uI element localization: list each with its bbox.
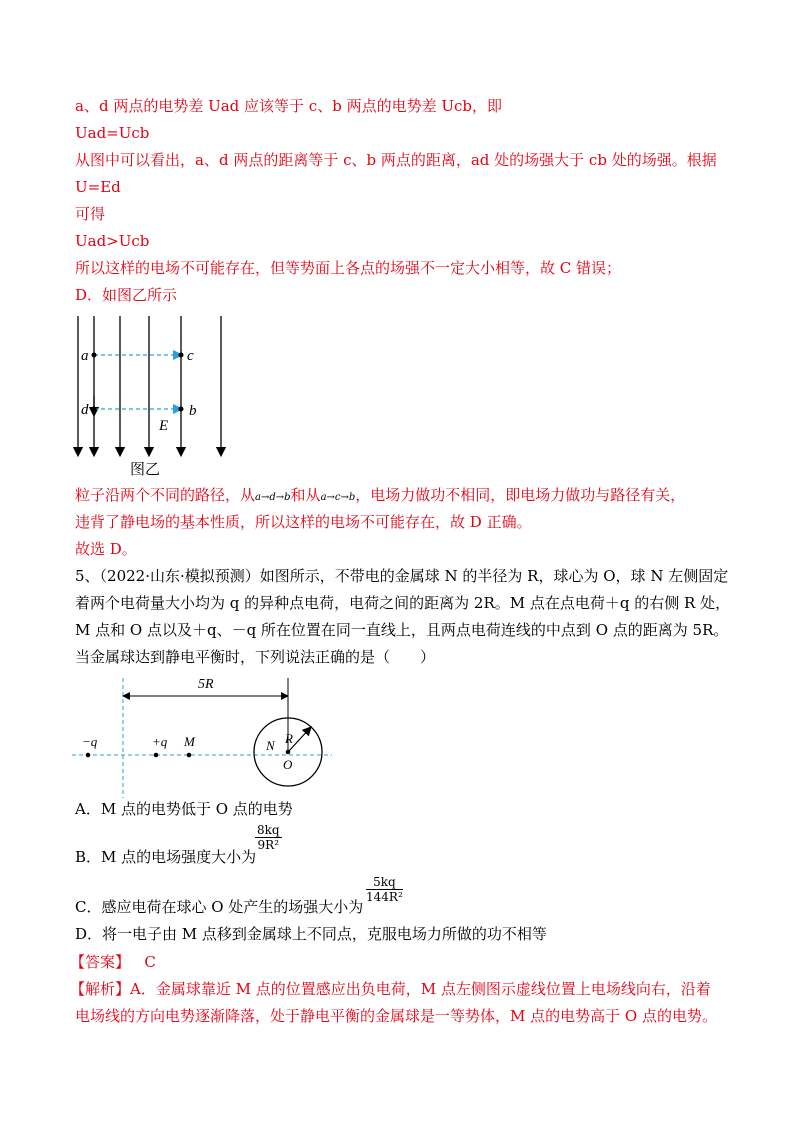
label-b: b <box>189 403 197 419</box>
text-line: 违背了静电场的基本性质，所以这样的电场不可能存在，故 D 正确。 <box>75 513 532 531</box>
text-line: 从图中可以看出，a、d 两点的距离等于 c、b 两点的距离，ad 处的场强大于 cb 处的场强。根据 <box>75 151 717 169</box>
label-a: a <box>81 348 89 364</box>
question-line: M 点和 O 点以及＋q、－q 所在位置在同一直线上，且两点电荷连线的中点到 O 点的距离为 5R。 <box>75 621 729 639</box>
text-line: a、d 两点的电势差 Uad 应该等于 c、b 两点的电势差 Ucb，即 <box>75 97 502 115</box>
analysis-tag: 【解析】 <box>70 980 131 998</box>
label-R: R <box>285 731 293 746</box>
text-line: U=Ed <box>75 178 121 196</box>
answer-line <box>70 952 156 972</box>
text-line: 粒子沿两个不同的路径，从a→d→b和从a→c→b，电场力做功不相同，即电场力做功与路径有关， <box>75 486 686 504</box>
option-b: B．M 点的电场强度大小为 <box>75 848 257 866</box>
label-d: d <box>81 402 89 418</box>
path-acb: a→c→b <box>320 492 356 503</box>
label-E: E <box>159 418 169 434</box>
answer-value: C <box>144 953 156 971</box>
question-line: 着两个电荷量大小均为 q 的异种点电荷，电荷之间的距离为 2R。M 点在点电荷＋q 的右侧 R 处， <box>75 594 731 612</box>
sphere-charge-figure <box>70 672 340 800</box>
question-line: 当金属球达到静电平衡时，下列说法正确的是（ ） <box>75 648 436 666</box>
analysis-line: 电场线的方向电势逐渐降落，处于静电平衡的金属球是一等势体，M 点的电势高于 O 点的电势。 <box>75 1007 717 1025</box>
label-N: N <box>266 738 275 753</box>
label-pos-q: +q <box>152 734 168 749</box>
analysis-line: 【解析】A．金属球靠近 M 点的位置感应出负电荷，M 点左侧图示虚线位置上电场线向右，沿着 <box>70 980 711 998</box>
fraction-b: $\frac{8kq}{\text{9R²}}$ <box>257 823 280 852</box>
text-line: 可得 <box>75 205 106 223</box>
text-line: 故选 D。 <box>75 540 137 558</box>
path-adb: a→d→b <box>255 492 291 503</box>
figure-caption: 图乙 <box>130 460 161 478</box>
option-c: C．感应电荷在球心 O 处产生的场强大小为 <box>75 898 364 916</box>
text-line: Uad>Ucb <box>75 232 150 250</box>
answer-tag: 【答案】 <box>70 953 131 971</box>
field-lines <box>78 316 221 452</box>
text-line: D．如图乙所示 <box>75 286 178 304</box>
label-O: O <box>283 757 293 772</box>
option-a: A．M 点的电势低于 O 点的电势 <box>75 800 293 818</box>
question-line: 5、（2022·山东·模拟预测）如图所示，不带电的金属球 N 的半径为 R，球心为 O，球 N 左侧固定 <box>75 567 729 585</box>
text-line: Uad=Ucb <box>75 124 150 142</box>
text-line: 所以这样的电场不可能存在，但等势面上各点的场强不一定大小相等，故 C 错误； <box>75 259 622 277</box>
label-M: M <box>184 734 195 749</box>
label-c: c <box>187 348 194 364</box>
dashed-paths <box>94 355 178 409</box>
dist-label: 5R <box>198 677 214 692</box>
field-line-figure <box>60 312 250 482</box>
option-d: D．将一电子由 M 点移到金属球上不同点，克服电场力所做的功不相等 <box>75 925 547 943</box>
label-neg-q: −q <box>82 734 98 749</box>
fraction-c: $\frac{5kq}{\text{144R²}}$ <box>366 875 403 904</box>
